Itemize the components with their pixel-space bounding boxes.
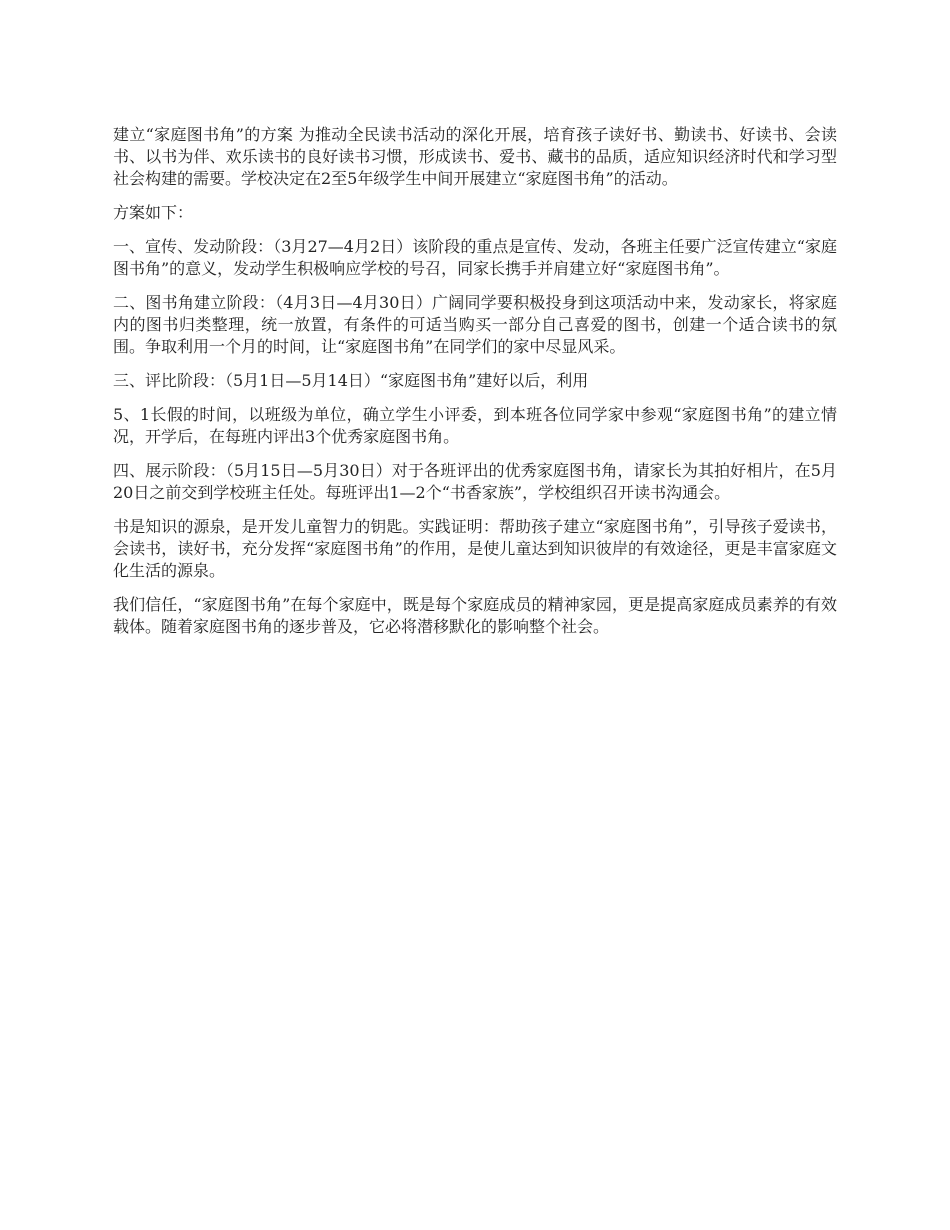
paragraph-conclusion-2: 我们信任，“家庭图书角”在每个家庭中，既是每个家庭成员的精神家园，更是提高家庭成员素养的有效载体。随着家庭图书角的逐步普及，它必将潜移默化的影响整个社会。	[113, 595, 837, 636]
paragraph-stage-3-cont: 5、1长假的时间，以班级为单位，确立学生小评委，到本班各位同学家中参观“家庭图书角”的建立情况，开学后，在每班内评出3个优秀家庭图书角。	[113, 405, 837, 446]
paragraph-stage-2: 二、图书角建立阶段：（4月3日—4月30日）广阔同学要积极投身到这项活动中来，发动家长，将家庭内的图书归类整理，统一放置，有条件的可适当购买一部分自己喜爱的图书，创建一个适合读书的氛围。争取利用一个月的时间，让“家庭图书角”在同学们的家中尽显风采。	[113, 293, 837, 356]
paragraph-intro: 建立“家庭图书角”的方案 为推动全民读书活动的深化开展，培育孩子读好书、勤读书、好读书、会读书、以书为伴、欢乐读书的良好读书习惯，形成读书、爱书、藏书的品质，适应知识经济时代和学习型社会构建的需要。学校决定在2至5年级学生中间开展建立“家庭图书角”的活动。	[113, 125, 837, 188]
paragraph-conclusion-1: 书是知识的源泉，是开发儿童智力的钥匙。实践证明：帮助孩子建立“家庭图书角”，引导孩子爱读书，会读书，读好书，充分发挥“家庭图书角”的作用，是使儿童达到知识彼岸的有效途径，更是丰富家庭文化生活的源泉。	[113, 517, 837, 580]
paragraph-stage-1: 一、宣传、发动阶段：（3月27—4月2日）该阶段的重点是宣传、发动，各班主任要广泛宣传建立“家庭图书角”的意义，发动学生积极响应学校的号召，同家长携手并肩建立好“家庭图书角”。	[113, 237, 837, 278]
paragraph-stage-4: 四、展示阶段：（5月15日—5月30日）对于各班评出的优秀家庭图书角，请家长为其拍好相片，在5月20日之前交到学校班主任处。每班评出1—2个“书香家族”，学校组织召开读书沟通会。	[113, 461, 837, 502]
document-body	[113, 124, 837, 650]
paragraph-stage-3: 三、评比阶段：（5月1日—5月14日）“家庭图书角”建好以后，利用	[113, 371, 589, 390]
paragraph-plan-heading: 方案如下：	[113, 203, 194, 222]
